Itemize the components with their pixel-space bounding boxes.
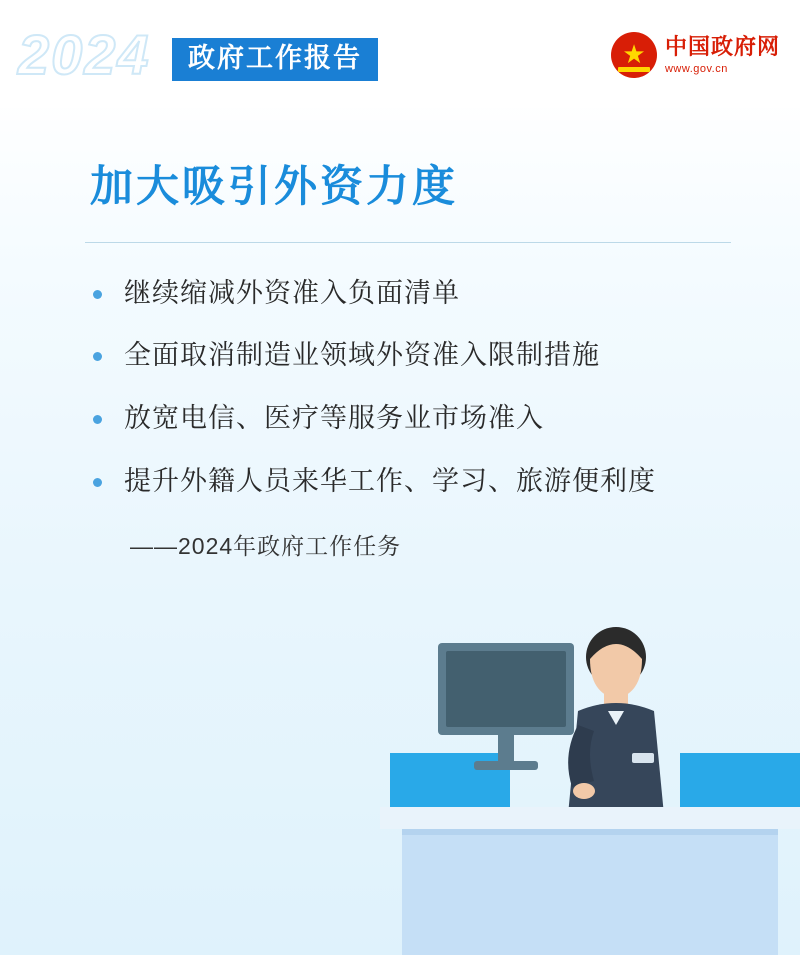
bullet-list xyxy=(82,277,728,499)
list-item xyxy=(82,339,728,373)
list-item-label: 继续缩减外资准入负面清单 xyxy=(124,277,460,308)
gov-logo-text xyxy=(665,35,780,74)
list-item xyxy=(82,465,728,499)
poster-body xyxy=(0,108,800,561)
gov-site-name: 中国政府网 xyxy=(664,34,780,60)
bullet-dot-icon xyxy=(93,415,102,424)
title-divider xyxy=(85,242,731,243)
office-worker-illustration xyxy=(380,585,800,955)
gov-logo[interactable] xyxy=(611,32,780,78)
list-item-label: 提升外籍人员来华工作、学习、旅游便利度 xyxy=(124,465,656,496)
national-emblem-icon xyxy=(611,32,657,78)
bullet-dot-icon xyxy=(93,290,102,299)
year-watermark: 2024 xyxy=(18,23,151,86)
page-title: 加大吸引外资力度 xyxy=(90,163,458,211)
list-item-label: 全面取消制造业领域外资准入限制措施 xyxy=(124,340,600,371)
gov-site-url: www.gov.cn xyxy=(664,62,728,75)
list-item xyxy=(82,277,728,311)
bullet-dot-icon xyxy=(93,352,102,361)
report-title-tag: 政府工作报告 xyxy=(172,38,378,81)
poster-header xyxy=(0,0,800,108)
bullet-dot-icon xyxy=(93,478,102,487)
list-item xyxy=(82,402,728,436)
list-item-label: 放宽电信、医疗等服务业市场准入 xyxy=(124,403,544,434)
source-attribution: ——2024年政府工作任务 xyxy=(130,532,402,559)
